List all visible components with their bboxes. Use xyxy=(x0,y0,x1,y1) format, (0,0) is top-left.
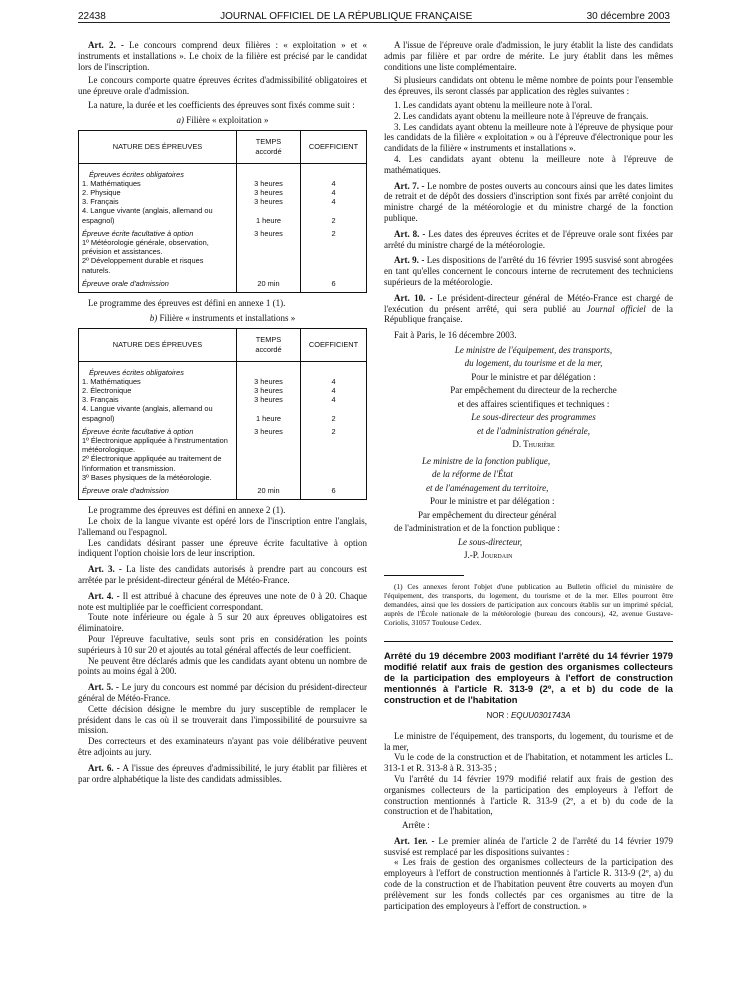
decree-arrete: Arrête : xyxy=(402,820,430,831)
table-b xyxy=(78,328,367,501)
table-a-caption: a) Filière « exploitation » xyxy=(176,114,269,125)
running-header xyxy=(78,6,670,22)
table-row: Épreuve écrite facultative à option 3 heures 2 xyxy=(79,427,367,436)
table-row: Épreuve orale d'admission 20 min 6 xyxy=(79,279,367,293)
table-row: 3. Français 3 heures 4 xyxy=(79,197,367,206)
right-column xyxy=(384,40,673,914)
table-b-caption: b) Filière « instruments et installations » xyxy=(149,312,296,323)
decree-minister: Le ministre de l'équipement, des transports, du logement, du tourisme et de la mer, xyxy=(384,730,673,752)
decree-art1: Art. 1er. - Le premier alinéa de l'article 2 de l'arrêté du 14 février 1979 susvisé est remplacé par les dispositions suivantes : xyxy=(384,835,674,857)
art3-paragraph: Art. 3. - La liste des candidats autorisés à prendre part au concours est arrêtée par le président-directeur général de Météo-France. xyxy=(78,564,367,586)
table-row: 2º Électronique appliquée au traitement de l'information et transmission. xyxy=(79,454,367,472)
art4-paragraph-2: Toute note inférieure ou égale à 5 sur 20 aux épreuves obligatoires est éliminatoire. xyxy=(78,612,367,634)
art2-paragraph: Art. 2. - Le concours comprend deux filières : « exploitation » et « instruments et installations ». Le choix de la filière est précisé par le candidat lors de l'inscription. xyxy=(78,40,368,72)
table-header-row xyxy=(79,130,367,163)
header-temps: TEMPS accordé xyxy=(237,130,301,163)
art10-paragraph: Art. 10. - Le président-directeur général de Météo-France est chargé de l'exécution du présent arrêté, qui sera publié au Journal officiel de la République française. xyxy=(384,292,673,325)
table-row: 4. Langue vivante (anglais, allemand ou espagnol) 1 heure 2 xyxy=(79,206,367,224)
table-row: Épreuves écrites obligatoires xyxy=(79,170,367,179)
page-number: 22438 xyxy=(78,11,106,22)
table-row: Épreuve écrite facultative à option 3 heures 2 xyxy=(79,229,367,238)
table-row: 1. Mathématiques 3 heures 4 xyxy=(79,179,367,188)
art9-paragraph: Art. 9. - Les dispositions de l'arrêté du 16 février 1995 susvisé sont abrogées en tant qu'elles concernent le concours interne de recrutement des techniciens supérieurs de la météorologie. xyxy=(384,255,673,287)
art5-paragraph: Art. 5. - Le jury du concours est nommé par décision du président-directeur général de Météo-France. xyxy=(78,682,367,703)
nor-reference: NOR : EQUU0301743A xyxy=(486,710,571,720)
header-coefficient: COEFFICIENT xyxy=(301,328,367,361)
art6-paragraph: Art. 6. - A l'issue des épreuves d'admissibilité, le jury établit par filières et par ordre alphabétique la liste des candidats admissibles. xyxy=(78,762,367,784)
journal-title: JOURNAL OFFICIEL DE LA RÉPUBLIQUE FRANÇAISE xyxy=(220,11,473,22)
optional-note: Les candidats désirant passer une épreuve écrite facultative à option indiquent l'option choisie lors de leur inscription. xyxy=(78,537,367,559)
program-note-b: Le programme des épreuves est défini en annexe 2 (1). xyxy=(88,505,286,516)
table-row: 2. Physique 3 heures 4 xyxy=(79,188,367,197)
table-row: 3º Bases physiques de la météorologie. xyxy=(79,473,367,482)
table-row: 1º Météorologie générale, observation, prévision et assistances. xyxy=(79,238,367,256)
header-nature: NATURE DES ÉPREUVES xyxy=(79,328,237,361)
signature-block-1: Le ministre de l'équipement, des transports, du logement, du tourisme et de la mer, Pour le ministre et par délégation : Par empêchement du directeur de la recherche et des affaires scientifiques et techniques : Le sous-directeur des programmes et de l'administration générale, D. Thurière xyxy=(450,344,617,450)
table-row: 1º Électronique appliquée à l'instrumentation météorologique. xyxy=(79,436,367,454)
left-column xyxy=(78,40,367,787)
header-coefficient: COEFFICIENT xyxy=(301,130,367,163)
art7-paragraph: Art. 7. - Le nombre de postes ouverts au concours ainsi que les dates limites de retrait et de dépôt des dossiers d'inscription sont fixés par arrêté conjoint du ministre chargé de la météorologie et du ministre chargé de la fonction publique. xyxy=(384,180,673,223)
decree-vu-1: Vu le code de la construction et de l'habitation, et notamment les articles L. 313-1 et R. 313-8 à R. 313-35 ; xyxy=(384,752,673,774)
art8-paragraph: Art. 8. - Les dates des épreuves écrites et de l'épreuve orale sont fixées par arrêté du ministre chargé de la météorologie. xyxy=(384,228,673,250)
decree-quote: « Les frais de gestion des organismes collecteurs de la participation des employeurs à l'effort de construction mentionnés à l'article R. 313-9 (2º, a) du code de la construction et de l'habitation peuvent être couverts au moyen d'un prélèvement sur les fonds collectés par ces organismes au titre de la participation des employeurs à l'effort de construction. » xyxy=(384,857,673,911)
decree-vu-2: Vu l'arrêté du 14 février 1979 modifié relatif aux frais de gestion des organismes collecteurs de la participation des employeurs à l'effort de construction mentionnés à l'article R. 313-9 (2º, a et b) du code de la construction et de l'habitation, xyxy=(384,773,673,817)
decree-title: Arrêté du 19 décembre 2003 modifiant l'arrêté du 14 février 1979 modifié relatif aux frais de gestion des organismes collecteurs de la participation des employeurs à l'effort de construction mentionnés à l'article R. 313-9 (2º, a et b) du code de la construction et de l'habitation xyxy=(384,641,673,705)
table-row: Épreuve orale d'admission 20 min 6 xyxy=(79,486,367,500)
table-row: 3. Français 3 heures 4 xyxy=(79,395,367,404)
art4-paragraph-3: Pour l'épreuve facultative, seuls sont pris en considération les points supérieurs à 10 sur 20 et ajoutés au total général affectés de leur coefficient. xyxy=(78,634,367,655)
table-row: Épreuves écrites obligatoires xyxy=(79,368,367,377)
ranking-paragraph: A l'issue de l'épreuve orale d'admission, le jury établit la liste des candidats admis par filière et par ordre de mérite. Le jury établit dans les mêmes conditions une liste complémentaire. xyxy=(384,40,673,72)
tie-paragraph: Si plusieurs candidats ont obtenu le même nombre de points pour l'ensemble des épreuves, ils seront classés par application des règles suivantes : xyxy=(384,75,673,97)
footnote: (1) Ces annexes feront l'objet d'une publication au Bulletin officiel du ministère de l'équipement, des transports, du logement, du tourisme et de la mer. Elles pourront être demandées, ainsi que les dossiers de participation aux concours établis sur un imprimé spécial, auprès de l'École nationale de la météorologie (bureau des concours), 42, avenue Gustave-Coriolis, 31057 Toulouse Cedex. xyxy=(384,581,673,627)
rule-item: 3. Les candidats ayant obtenu la meilleure note à l'épreuve de physique pour les candidats de la filière « exploitation » ou à l'épreuve d'électronique pour les candidats de la filière « instruments et installations ». xyxy=(384,121,673,154)
header-rule xyxy=(78,22,670,23)
table-row: 4. Langue vivante (anglais, allemand ou espagnol) 1 heure 2 xyxy=(79,404,367,422)
language-note: Le choix de la langue vivante est opéré lors de l'inscription entre l'anglais, l'allemand ou l'espagnol. xyxy=(78,516,367,537)
rule-item: 4. Les candidats ayant obtenu la meilleure note à l'épreuve de mathématiques. xyxy=(384,153,673,175)
table-header-row xyxy=(79,328,367,361)
rule-item: 1. Les candidats ayant obtenu la meilleure note à l'oral. xyxy=(394,99,593,110)
art4-paragraph-4: Ne peuvent être déclarés admis que les candidats ayant obtenu un nombre de points au moins égal à 200. xyxy=(78,655,367,677)
table-row: 2. Électronique 3 heures 4 xyxy=(79,386,367,395)
art5-paragraph-2: Cette décision désigne le membre du jury susceptible de remplacer le président dans le cas où il se trouverait dans l'impossibilité de poursuivre sa mission. xyxy=(78,703,367,736)
art4-paragraph: Art. 4. - Il est attribué à chacune des épreuves une note de 0 à 20. Chaque note est multipliée par le coefficient correspondant. xyxy=(78,590,367,612)
program-note-a: Le programme des épreuves est défini en annexe 1 (1). xyxy=(88,298,286,309)
footnote-rule xyxy=(384,575,464,576)
table-row: 1. Mathématiques 3 heures 4 xyxy=(79,377,367,386)
signature-date: Fait à Paris, le 16 décembre 2003. xyxy=(394,330,517,341)
table-row: 2º Développement durable et risques naturels. xyxy=(79,256,367,274)
table-a xyxy=(78,130,367,293)
rule-item: 2. Les candidats ayant obtenu la meilleure note à l'épreuve de français. xyxy=(394,110,649,121)
signature-block-2: Le ministre de la fonction publique, de la réforme de l'État et de l'aménagement du territoire, Pour le ministre et par délégation : Par empêchement du directeur général de l'administration et de la fonction publique : Le sous-directeur, J.-P. Jourdain xyxy=(394,455,560,561)
header-temps: TEMPS accordé xyxy=(237,328,301,361)
issue-date: 30 décembre 2003 xyxy=(586,11,670,22)
header-nature: NATURE DES ÉPREUVES xyxy=(79,130,237,163)
art2-paragraph-3: La nature, la durée et les coefficients des épreuves sont fixés comme suit : xyxy=(88,99,355,110)
art2-paragraph-2: Le concours comporte quatre épreuves écrites d'admissibilité obligatoires et une épreuve orale d'admission. xyxy=(78,75,367,97)
art5-paragraph-3: Des correcteurs et des examinateurs n'ayant pas voie délibérative peuvent être adjoints au jury. xyxy=(78,736,367,757)
